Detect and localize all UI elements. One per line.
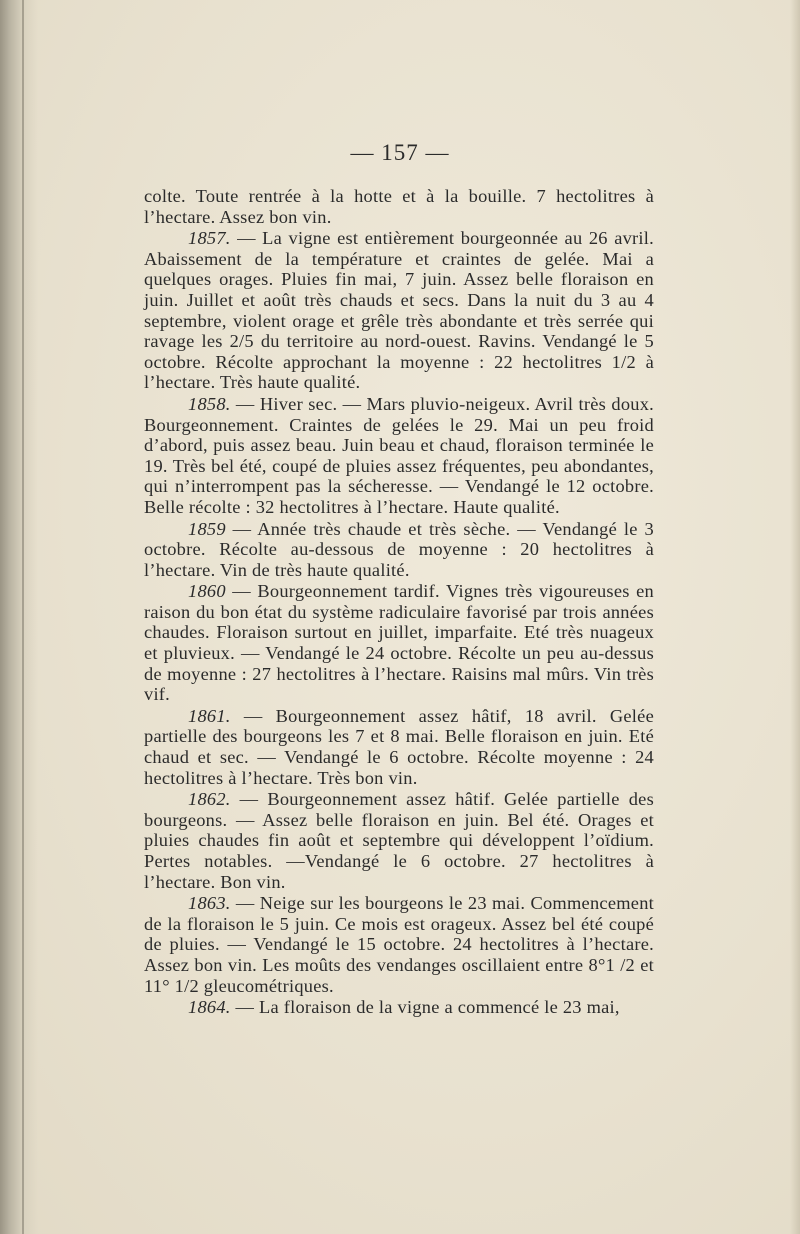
paragraph-text: — La vigne est entièrement bourgeonnée au 26 avril. Abaissement de la température et craintes de gelée. Mai a quelques orages. Pluies fin mai, 7 juin. Assez belle floraison en juin. Juillet et août très chauds et secs. Dans la nuit du 3 au 4 septembre, violent orage et grêle très abondante et très serrée qui ravage les 2/5 du territoire au nord-ouest. Ravins. Vendangé le 5 octobre. Récolte approchant la moyenne : 22 hectolitres 1/2 à l’hectare. Très haute qualité. [144,228,654,393]
paragraph-1860 [144,581,654,705]
page-number: — 157 — [350,140,450,165]
paragraph-1862 [144,789,654,892]
paragraph-text: — Neige sur les bourgeons le 23 mai. Commencement de la floraison le 5 juin. Ce mois est orageux. Assez bel été coupé de pluies. — Vendangé le 15 octobre. 24 hectolitres à l’hectare. Assez bon vin. Les moûts des vendanges oscillaient entre 8°1 /2 et 11° 1/2 gleucométriques. [144,893,654,996]
paragraph-continuation [144,186,654,227]
paragraph-text: — Bourgeonnement tardif. Vignes très vigoureuses en raison du bon état du système radiculaire favorisé par trois années chaudes. Floraison surtout en juillet, imparfaite. Eté très nuageux et pluvieux. — Vendangé le 24 octobre. Récolte un peu au-dessus de moyenne : 27 hectolitres à l’hectare. Raisins mal mûrs. Vin très vif. [144,581,654,705]
paragraph-text: — Bourgeonnement assez hâtif, 18 avril. Gelée partielle des bourgeons les 7 et 8 mai. Belle floraison en juin. Eté chaud et sec. — Vendangé le 6 octobre. Récolte moyenne : 24 hectolitres à l’hectare. Très bon vin. [144,705,654,788]
binding-edge-line [22,0,24,1234]
year-label: 1859 [188,518,226,539]
paragraph-text: colte. Toute rentrée à la hotte et à la bouille. 7 hectolitres à l’hectare. Assez bon vin. [144,186,654,227]
paragraph-text: — La floraison de la vigne a commencé le 23 mai, [230,997,620,1018]
paragraph-text: — Année très chaude et très sèche. — Vendangé le 3 octobre. Récolte au-dessous de moyenne : 20 hectolitres à l’hectare. Vin de très haute qualité. [144,518,654,580]
year-label: 1861. [188,705,231,726]
paragraph-text: — Hiver sec. — Mars pluvio-neigeux. Avril très doux. Bourgeonnement. Craintes de gelées le 29. Mai un peu froid d’abord, puis assez beau. Juin beau et chaud, floraison terminée le 19. Très bel été, coupé de pluies assez fréquentes, peu abondantes, qui n’interrompent pas la sécheresse. — Vendangé le 12 octobre. Belle récolte : 32 hectolitres à l’hectare. Haute qualité. [144,393,654,517]
paragraph-1858 [144,394,654,518]
page-binding-shadow [0,0,38,1234]
paragraph-1857 [144,228,654,393]
year-label: 1860 [188,581,226,602]
paragraph-1864 [144,997,654,1018]
paragraph-text: — Bourgeonnement assez hâtif. Gelée partielle des bourgeons. — Assez belle floraison en juin. Bel été. Orages et pluies chaudes fin août et septembre qui développent l’oïdium. Pertes notables. —Vendangé le 6 octobre. 27 hectolitres à l’hectare. Bon vin. [144,789,654,892]
paragraph-1859 [144,519,654,581]
year-label: 1862. [188,789,231,810]
year-label: 1858. [188,393,231,414]
paragraph-1863 [144,893,654,996]
body-text [144,186,654,1019]
year-label: 1863. [188,893,231,914]
paragraph-1861 [144,706,654,788]
year-label: 1864. [188,997,231,1018]
page-right-edge [790,0,800,1234]
year-label: 1857. [188,228,231,249]
